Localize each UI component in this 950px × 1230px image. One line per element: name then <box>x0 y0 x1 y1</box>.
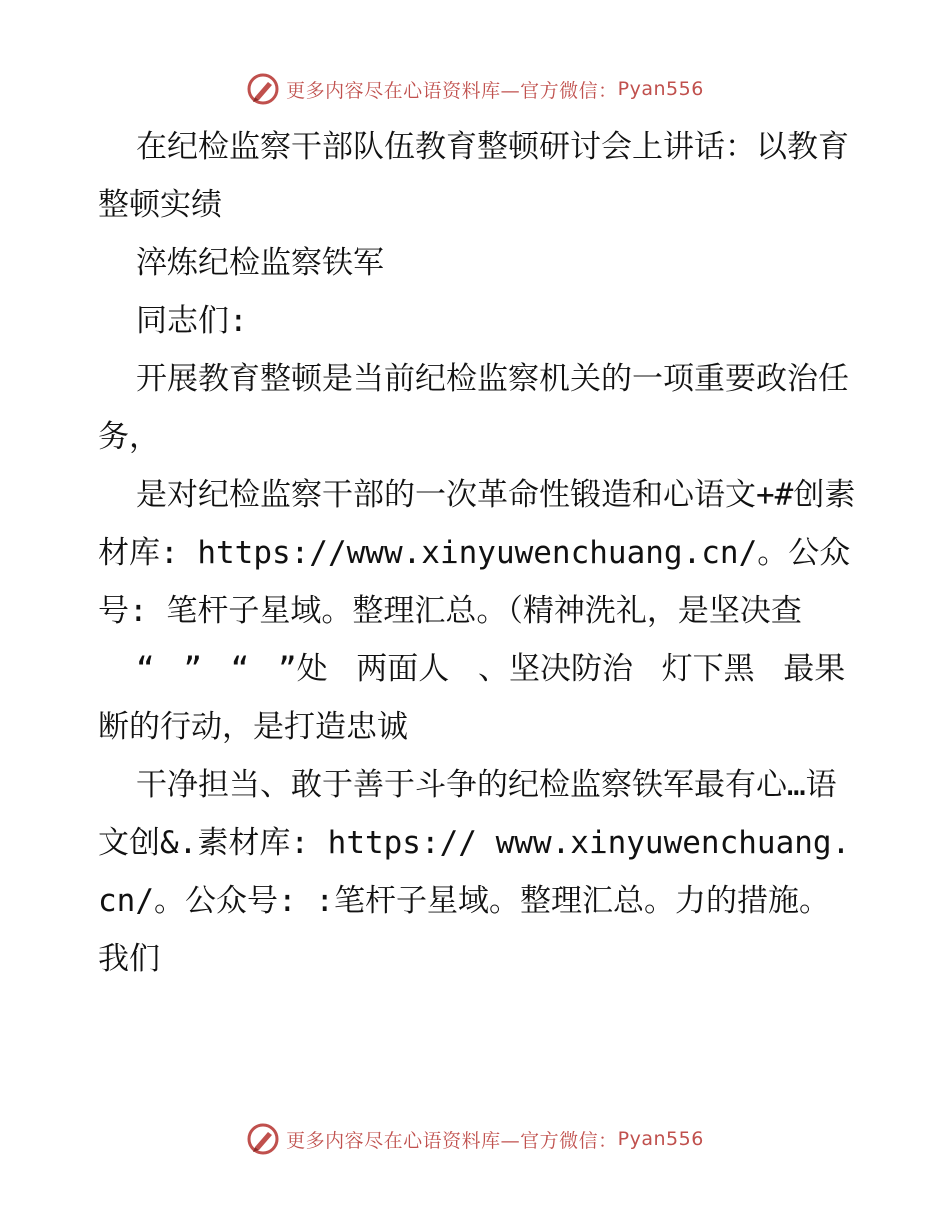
paragraph-2: 是对纪检监察干部的一次革命性锻造和心语文+#创素材库: https://www.xinyuwenchuang.cn/。公众号: 笔杆子星域。整理汇总。（精神洗礼，是坚决查 <box>98 477 856 629</box>
document-body <box>98 118 858 988</box>
greeting: 同志们: <box>136 303 248 339</box>
footer-banner-text: 更多内容尽在心语资料库—官方微信： <box>286 1129 618 1152</box>
header-banner-text: 更多内容尽在心语资料库—官方微信： <box>286 79 618 102</box>
header-wechat-id: Pyan556 <box>617 78 704 100</box>
header-banner <box>0 72 950 106</box>
footer-wechat-id: Pyan556 <box>617 1128 704 1150</box>
footer-banner <box>0 1122 950 1156</box>
title-line: 在纪检监察干部队伍教育整顿研讨会上讲话：以教育整顿实绩 <box>98 129 849 223</box>
subtitle-line: 淬炼纪检监察铁军 <box>136 245 384 281</box>
paragraph-1: 开展教育整顿是当前纪检监察机关的一项重要政治任务， <box>98 361 849 455</box>
paragraph-3: “ ” “ ”处 两面人 、坚决防治 灯下黑 最果断的行动，是打造忠诚 <box>98 651 846 745</box>
pen-logo-icon <box>246 1122 280 1156</box>
paragraph-4: 干净担当、敢于善于斗争的纪检监察铁军最有心…语文创&.素材库: https:// www.xinyuwenchuang.cn/。公众号: :笔杆子星域。整理汇总。力的措施。我们 <box>98 767 851 977</box>
pen-logo-icon <box>246 72 280 106</box>
